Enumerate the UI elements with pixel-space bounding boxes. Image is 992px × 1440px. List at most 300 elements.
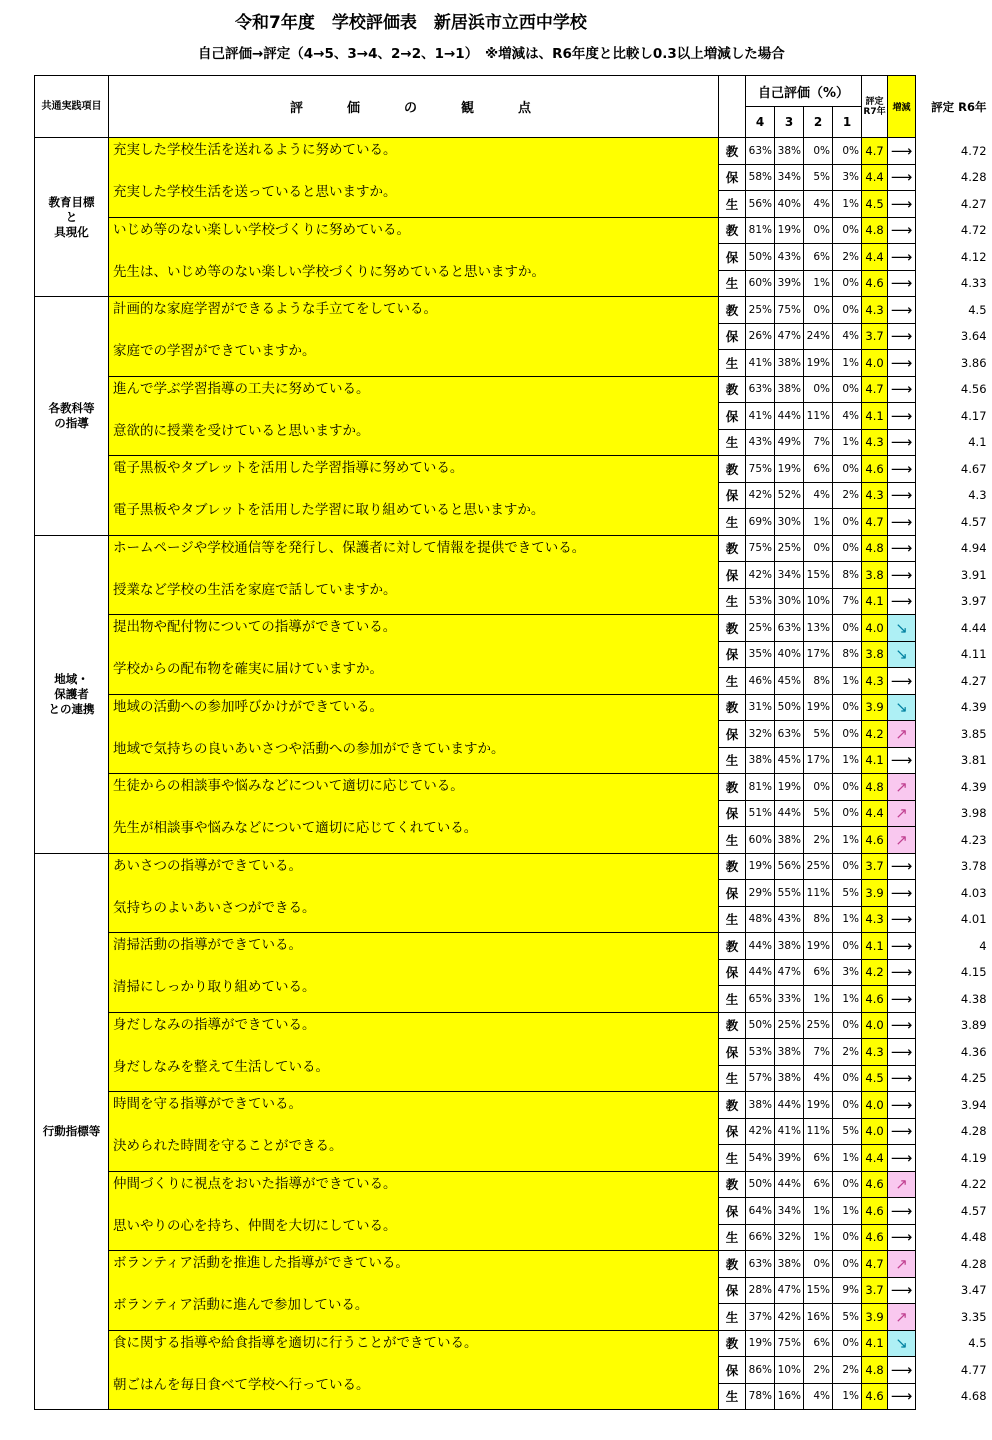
pct-4: 63% [746, 376, 775, 403]
trend-flat-icon: ⟶ [888, 880, 916, 907]
pct-2: 11% [804, 880, 833, 907]
score-r6: 3.47 [916, 1277, 992, 1304]
pct-4: 48% [746, 906, 775, 933]
pct-2: 0% [804, 297, 833, 324]
score-r6: 4.38 [916, 986, 992, 1013]
respondent-question: 清掃にしっかり取り組めている。 [109, 959, 719, 1012]
pct-4: 78% [746, 1383, 775, 1410]
score-r7: 4.8 [862, 217, 888, 244]
pct-4: 50% [746, 244, 775, 271]
pct-4: 46% [746, 668, 775, 695]
respondent-label: 教 [719, 456, 746, 483]
pct-4: 65% [746, 986, 775, 1013]
pct-4: 50% [746, 1012, 775, 1039]
pct-4: 60% [746, 270, 775, 297]
score-r6: 4.36 [916, 1039, 992, 1066]
pct-4: 41% [746, 403, 775, 430]
category-cell: 各教科等 の指導 [35, 297, 109, 536]
pct-1: 5% [833, 1304, 862, 1331]
pct-2: 25% [804, 853, 833, 880]
table-row [35, 1251, 992, 1278]
trend-flat-icon: ⟶ [888, 747, 916, 774]
pct-1: 0% [833, 694, 862, 721]
respondent-label: 生 [719, 509, 746, 536]
score-r7: 4.6 [862, 986, 888, 1013]
trend-up-icon: ↗ [888, 774, 916, 801]
trend-flat-icon: ⟶ [888, 323, 916, 350]
respondent-question: 意欲的に授業を受けていると思いますか。 [109, 403, 719, 456]
trend-flat-icon: ⟶ [888, 509, 916, 536]
pct-4: 86% [746, 1357, 775, 1384]
trend-flat-icon: ⟶ [888, 350, 916, 377]
score-r7: 4.4 [862, 1145, 888, 1172]
respondent-label: 生 [719, 350, 746, 377]
score-r6: 4.1 [916, 429, 992, 456]
table-row [35, 1330, 992, 1357]
pct-2: 19% [804, 694, 833, 721]
trend-flat-icon: ⟶ [888, 164, 916, 191]
score-r7: 3.9 [862, 880, 888, 907]
pct-4: 57% [746, 1065, 775, 1092]
pct-4: 69% [746, 509, 775, 536]
header-col-3: 3 [775, 107, 804, 138]
trend-down-icon: ↘ [888, 1330, 916, 1357]
respondent-question: 決められた時間を守ることができる。 [109, 1118, 719, 1171]
pct-3: 34% [775, 1198, 804, 1225]
pct-2: 19% [804, 933, 833, 960]
score-r6: 4.27 [916, 191, 992, 218]
respondent-question: 電子黒板やタブレットを活用した学習に取り組めていると思いますか。 [109, 482, 719, 535]
pct-4: 26% [746, 323, 775, 350]
pct-3: 38% [775, 827, 804, 854]
score-r7: 4.3 [862, 668, 888, 695]
pct-2: 11% [804, 1118, 833, 1145]
trend-flat-icon: ⟶ [888, 403, 916, 430]
score-r7: 4.0 [862, 1118, 888, 1145]
pct-1: 3% [833, 164, 862, 191]
score-r6: 3.97 [916, 588, 992, 615]
pct-4: 44% [746, 959, 775, 986]
pct-3: 19% [775, 217, 804, 244]
score-r6: 4.67 [916, 456, 992, 483]
respondent-label: 教 [719, 694, 746, 721]
pct-1: 5% [833, 1118, 862, 1145]
trend-up-icon: ↗ [888, 1304, 916, 1331]
table-row [35, 1198, 992, 1225]
trend-flat-icon: ⟶ [888, 1277, 916, 1304]
table-row [35, 456, 992, 483]
score-r6: 4.5 [916, 1330, 992, 1357]
pct-2: 6% [804, 959, 833, 986]
score-r6: 4.39 [916, 694, 992, 721]
table-row [35, 403, 992, 430]
table-row [35, 1277, 992, 1304]
pct-4: 35% [746, 641, 775, 668]
pct-3: 39% [775, 270, 804, 297]
pct-3: 47% [775, 323, 804, 350]
pct-2: 17% [804, 747, 833, 774]
respondent-label: 生 [719, 668, 746, 695]
pct-2: 24% [804, 323, 833, 350]
score-r7: 3.7 [862, 1277, 888, 1304]
teacher-question: 生徒からの相談事や悩みなどについて適切に応じている。 [109, 774, 719, 801]
respondent-label: 保 [719, 721, 746, 748]
pct-2: 1% [804, 1224, 833, 1251]
score-r7: 4.0 [862, 1092, 888, 1119]
pct-1: 1% [833, 350, 862, 377]
score-r7: 3.8 [862, 641, 888, 668]
pct-3: 43% [775, 244, 804, 271]
teacher-question: 提出物や配付物についての指導ができている。 [109, 615, 719, 642]
pct-4: 54% [746, 1145, 775, 1172]
respondent-label: 教 [719, 615, 746, 642]
score-r7: 4.6 [862, 1224, 888, 1251]
respondent-label: 教 [719, 297, 746, 324]
pct-2: 11% [804, 403, 833, 430]
score-r6: 3.89 [916, 1012, 992, 1039]
pct-3: 38% [775, 350, 804, 377]
trend-up-icon: ↗ [888, 721, 916, 748]
pct-3: 55% [775, 880, 804, 907]
score-r6: 4.22 [916, 1171, 992, 1198]
pct-3: 63% [775, 721, 804, 748]
category-cell: 教育目標 と 具現化 [35, 138, 109, 297]
pct-3: 45% [775, 747, 804, 774]
score-r6: 4.94 [916, 535, 992, 562]
trend-flat-icon: ⟶ [888, 482, 916, 509]
pct-2: 8% [804, 668, 833, 695]
pct-3: 63% [775, 615, 804, 642]
score-r7: 4.2 [862, 959, 888, 986]
score-r7: 4.0 [862, 1012, 888, 1039]
pct-4: 50% [746, 1171, 775, 1198]
teacher-question: 地域の活動への参加呼びかけができている。 [109, 694, 719, 721]
table-row [35, 217, 992, 244]
header-viewpoint: 評 価 の 観 点 [109, 76, 719, 138]
respondent-label: 教 [719, 1251, 746, 1278]
score-r7: 4.4 [862, 800, 888, 827]
pct-1: 8% [833, 562, 862, 589]
trend-flat-icon: ⟶ [888, 429, 916, 456]
trend-flat-icon: ⟶ [888, 668, 916, 695]
respondent-label: 教 [719, 1330, 746, 1357]
category-cell: 地域・ 保護者 との連携 [35, 535, 109, 853]
pct-1: 9% [833, 1277, 862, 1304]
score-r6: 4.39 [916, 774, 992, 801]
score-r7: 4.3 [862, 1039, 888, 1066]
pct-3: 44% [775, 800, 804, 827]
score-r7: 4.6 [862, 1171, 888, 1198]
pct-2: 6% [804, 244, 833, 271]
pct-3: 39% [775, 1145, 804, 1172]
score-r6: 4.57 [916, 1198, 992, 1225]
score-r6: 4.19 [916, 1145, 992, 1172]
category-cell: 行動指標等 [35, 853, 109, 1410]
score-r7: 4.0 [862, 615, 888, 642]
pct-4: 63% [746, 138, 775, 165]
score-r6: 3.91 [916, 562, 992, 589]
pct-4: 25% [746, 297, 775, 324]
pct-4: 56% [746, 191, 775, 218]
score-r6: 3.98 [916, 800, 992, 827]
score-r7: 4.4 [862, 164, 888, 191]
table-row [35, 694, 992, 721]
teacher-question: 清掃活動の指導ができている。 [109, 933, 719, 960]
table-row [35, 800, 992, 827]
respondent-label: 保 [719, 800, 746, 827]
respondent-label: 保 [719, 959, 746, 986]
pct-1: 0% [833, 1065, 862, 1092]
pct-1: 0% [833, 270, 862, 297]
pct-4: 66% [746, 1224, 775, 1251]
pct-1: 0% [833, 615, 862, 642]
table-row [35, 244, 992, 271]
pct-4: 31% [746, 694, 775, 721]
pct-3: 47% [775, 1277, 804, 1304]
pct-1: 0% [833, 774, 862, 801]
score-r6: 4.11 [916, 641, 992, 668]
teacher-question: 充実した学校生活を送れるように努めている。 [109, 138, 719, 165]
respondent-label: 教 [719, 535, 746, 562]
score-r7: 4.8 [862, 774, 888, 801]
pct-3: 32% [775, 1224, 804, 1251]
score-r7: 4.1 [862, 403, 888, 430]
pct-4: 75% [746, 535, 775, 562]
teacher-question: 仲間づくりに視点をおいた指導ができている。 [109, 1171, 719, 1198]
score-r7: 4.3 [862, 482, 888, 509]
pct-4: 81% [746, 774, 775, 801]
pct-2: 2% [804, 1357, 833, 1384]
teacher-question: ホームページや学校通信等を発行し、保護者に対して情報を提供できている。 [109, 535, 719, 562]
respondent-label: 保 [719, 1118, 746, 1145]
pct-2: 4% [804, 482, 833, 509]
score-r6: 4.27 [916, 668, 992, 695]
pct-1: 0% [833, 1092, 862, 1119]
pct-1: 0% [833, 800, 862, 827]
pct-2: 10% [804, 588, 833, 615]
score-r6: 4.77 [916, 1357, 992, 1384]
respondent-label: 保 [719, 482, 746, 509]
pct-3: 44% [775, 1171, 804, 1198]
respondent-label: 教 [719, 1092, 746, 1119]
table-row [35, 1012, 992, 1039]
pct-2: 0% [804, 535, 833, 562]
score-r7: 4.1 [862, 747, 888, 774]
pct-1: 3% [833, 959, 862, 986]
page-title: 令和7年度 学校評価表 新居浜市立西中学校 [235, 13, 587, 33]
pct-1: 0% [833, 376, 862, 403]
table-row [35, 959, 992, 986]
pct-4: 43% [746, 429, 775, 456]
trend-flat-icon: ⟶ [888, 1224, 916, 1251]
table-row [35, 1118, 992, 1145]
table-row [35, 615, 992, 642]
header-col-4: 4 [746, 107, 775, 138]
pct-4: 63% [746, 1251, 775, 1278]
teacher-question: 食に関する指導や給食指導を適切に行うことができている。 [109, 1330, 719, 1357]
pct-1: 1% [833, 1198, 862, 1225]
respondent-question: 充実した学校生活を送っていると思いますか。 [109, 164, 719, 217]
trend-down-icon: ↘ [888, 615, 916, 642]
pct-2: 0% [804, 774, 833, 801]
pct-1: 2% [833, 482, 862, 509]
respondent-question: 先生が相談事や悩みなどについて適切に応じてくれている。 [109, 800, 719, 853]
score-r6: 3.86 [916, 350, 992, 377]
pct-2: 6% [804, 1330, 833, 1357]
table-row [35, 535, 992, 562]
pct-1: 0% [833, 217, 862, 244]
pct-2: 16% [804, 1304, 833, 1331]
page-subtitle: 自己評価→評定（4→5、3→4、2→2、1→1） ※増減は、R6年度と比較し0.3以上増減した場合 [198, 46, 785, 62]
pct-3: 42% [775, 1304, 804, 1331]
table-row [35, 1357, 992, 1384]
score-r7: 4.8 [862, 535, 888, 562]
header-r6: 評定 R6年 [931, 99, 987, 114]
header-col-1: 1 [833, 107, 862, 138]
pct-4: 19% [746, 1330, 775, 1357]
respondent-label: 生 [719, 1065, 746, 1092]
pct-2: 1% [804, 986, 833, 1013]
respondent-label: 生 [719, 906, 746, 933]
respondent-label: 保 [719, 1039, 746, 1066]
trend-up-icon: ↗ [888, 800, 916, 827]
respondent-label: 保 [719, 244, 746, 271]
trend-down-icon: ↘ [888, 694, 916, 721]
pct-3: 30% [775, 588, 804, 615]
trend-up-icon: ↗ [888, 1251, 916, 1278]
pct-3: 30% [775, 509, 804, 536]
pct-4: 53% [746, 588, 775, 615]
pct-2: 8% [804, 906, 833, 933]
pct-1: 0% [833, 1330, 862, 1357]
score-r7: 4.3 [862, 297, 888, 324]
respondent-question: 先生は、いじめ等のない楽しい学校づくりに努めていると思いますか。 [109, 244, 719, 297]
score-r7: 4.7 [862, 376, 888, 403]
pct-2: 7% [804, 1039, 833, 1066]
respondent-label: 教 [719, 376, 746, 403]
score-r7: 4.6 [862, 1198, 888, 1225]
pct-3: 40% [775, 191, 804, 218]
pct-3: 75% [775, 297, 804, 324]
pct-2: 1% [804, 1198, 833, 1225]
table-row [35, 297, 992, 324]
pct-3: 19% [775, 456, 804, 483]
pct-1: 0% [833, 297, 862, 324]
teacher-question: 計画的な家庭学習ができるような手立てをしている。 [109, 297, 719, 324]
pct-1: 1% [833, 986, 862, 1013]
pct-2: 5% [804, 164, 833, 191]
respondent-question: 授業など学校の生活を家庭で話していますか。 [109, 562, 719, 615]
pct-2: 0% [804, 138, 833, 165]
respondent-label: 保 [719, 1277, 746, 1304]
pct-2: 7% [804, 429, 833, 456]
score-r6: 3.81 [916, 747, 992, 774]
teacher-question: 時間を守る指導ができている。 [109, 1092, 719, 1119]
pct-1: 0% [833, 933, 862, 960]
pct-4: 44% [746, 933, 775, 960]
respondent-label: 教 [719, 774, 746, 801]
score-r7: 4.2 [862, 721, 888, 748]
pct-3: 47% [775, 959, 804, 986]
pct-1: 0% [833, 138, 862, 165]
respondent-label: 教 [719, 217, 746, 244]
pct-3: 41% [775, 1118, 804, 1145]
pct-3: 43% [775, 906, 804, 933]
table-row [35, 880, 992, 907]
pct-1: 0% [833, 1171, 862, 1198]
pct-1: 0% [833, 1224, 862, 1251]
evaluation-table [34, 75, 992, 1410]
pct-2: 15% [804, 1277, 833, 1304]
pct-4: 32% [746, 721, 775, 748]
respondent-label: 教 [719, 1012, 746, 1039]
trend-flat-icon: ⟶ [888, 217, 916, 244]
table-row [35, 164, 992, 191]
pct-3: 52% [775, 482, 804, 509]
trend-flat-icon: ⟶ [888, 191, 916, 218]
pct-2: 2% [804, 827, 833, 854]
respondent-question: ボランティア活動に進んで参加している。 [109, 1277, 719, 1330]
pct-2: 4% [804, 1065, 833, 1092]
score-r6: 3.35 [916, 1304, 992, 1331]
trend-flat-icon: ⟶ [888, 1145, 916, 1172]
trend-flat-icon: ⟶ [888, 1198, 916, 1225]
pct-3: 33% [775, 986, 804, 1013]
trend-flat-icon: ⟶ [888, 959, 916, 986]
pct-3: 25% [775, 1012, 804, 1039]
score-r6: 4.72 [916, 217, 992, 244]
respondent-label: 保 [719, 562, 746, 589]
trend-flat-icon: ⟶ [888, 270, 916, 297]
pct-1: 1% [833, 827, 862, 854]
pct-3: 34% [775, 164, 804, 191]
pct-1: 0% [833, 535, 862, 562]
pct-2: 6% [804, 1145, 833, 1172]
pct-1: 1% [833, 1145, 862, 1172]
pct-4: 38% [746, 1092, 775, 1119]
score-r7: 3.9 [862, 694, 888, 721]
respondent-question: 身だしなみを整えて生活している。 [109, 1039, 719, 1092]
header-change: 増減 [888, 76, 916, 138]
pct-2: 19% [804, 350, 833, 377]
teacher-question: あいさつの指導ができている。 [109, 853, 719, 880]
score-r7: 4.1 [862, 1330, 888, 1357]
pct-3: 38% [775, 376, 804, 403]
header-r7: 評定 R7年 [862, 76, 888, 138]
score-r7: 4.7 [862, 138, 888, 165]
pct-2: 1% [804, 509, 833, 536]
respondent-label: 生 [719, 270, 746, 297]
teacher-question: 進んで学ぶ学習指導の工夫に努めている。 [109, 376, 719, 403]
pct-4: 37% [746, 1304, 775, 1331]
respondent-label: 保 [719, 403, 746, 430]
score-r7: 4.6 [862, 827, 888, 854]
respondent-label: 教 [719, 138, 746, 165]
score-r7: 4.3 [862, 429, 888, 456]
respondent-label: 教 [719, 933, 746, 960]
pct-1: 1% [833, 906, 862, 933]
score-r7: 4.5 [862, 1065, 888, 1092]
score-r6: 4.5 [916, 297, 992, 324]
table-row [35, 482, 992, 509]
score-r6: 4.15 [916, 959, 992, 986]
respondent-label: 保 [719, 1198, 746, 1225]
pct-1: 0% [833, 1251, 862, 1278]
score-r6: 4.12 [916, 244, 992, 271]
respondent-question: 気持ちのよいあいさつができる。 [109, 880, 719, 933]
score-r7: 3.7 [862, 323, 888, 350]
score-r7: 4.5 [862, 191, 888, 218]
